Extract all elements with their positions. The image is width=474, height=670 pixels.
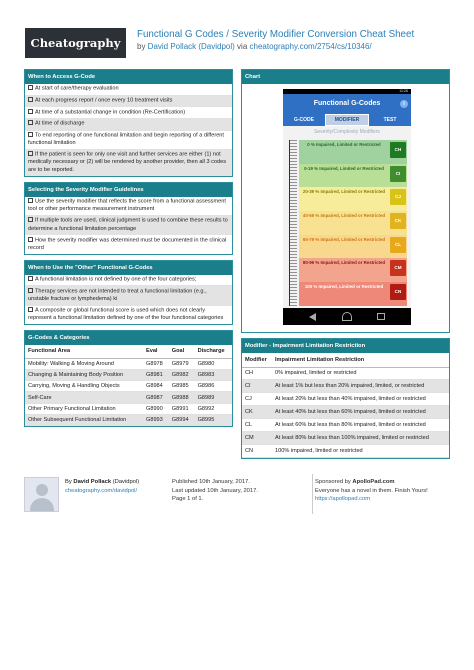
column-header: Functional Area xyxy=(25,345,143,358)
app-title: Functional G-Codes xyxy=(313,100,381,107)
checkbox-icon xyxy=(28,276,33,281)
checkbox-icon xyxy=(28,237,33,242)
list-item-text: At each progress report / once every 10 treatment visits xyxy=(35,97,173,104)
tab-modifier[interactable]: MODIFIER xyxy=(325,114,369,126)
table-cell: G8986 xyxy=(195,381,232,392)
chart-section xyxy=(241,69,450,333)
severity-band[interactable] xyxy=(299,282,407,306)
list-item-text: At time of a substantial change in condition (Re-Certification) xyxy=(35,109,186,116)
table-row xyxy=(25,392,232,403)
severity-bands xyxy=(299,140,407,306)
list-item-text: If multiple tools are used, clinical judgment is used to combine these results to determine a functional limitation percentage xyxy=(28,217,228,232)
list-item-text: At start of care/therapy evaluation xyxy=(35,85,119,92)
android-nav-bar xyxy=(283,308,411,325)
list-item xyxy=(25,216,232,235)
footer-sponsor xyxy=(315,478,452,504)
sponsor-name[interactable]: ApolloPad.com xyxy=(352,479,395,485)
table-cell: 0% impaired, limited or restricted xyxy=(272,367,449,380)
severity-band[interactable] xyxy=(299,258,407,282)
severity-band[interactable] xyxy=(299,187,407,211)
left-column xyxy=(24,69,233,432)
section-heading: Modifier - Impairment Limitation Restriction xyxy=(242,339,449,353)
table-row xyxy=(25,403,232,414)
table-cell: CH xyxy=(242,367,272,380)
column-header: Goal xyxy=(169,345,195,358)
list-item xyxy=(25,84,232,96)
status-bar-time: 11:26 xyxy=(283,89,411,94)
list-item xyxy=(25,96,232,108)
ruler-scale xyxy=(289,140,297,306)
severity-band-label: 60-79 % Impaired, Limited or Restricted xyxy=(302,236,386,242)
gcodes-categories-section xyxy=(24,330,233,427)
severity-band-label: 0 % Impaired, Limited or Restricted xyxy=(307,142,381,147)
section-heading: Selecting the Severity Modifier Guidelines xyxy=(25,183,232,197)
list-item-text: If the patient is seen for only one visit and further services are either (1) not medically necessary or (2) will be rendered by another provider, then all 3 codes are to be reported. xyxy=(28,151,227,174)
sponsor-tagline: Everyone has a novel in them. Finish Yours! xyxy=(315,487,428,494)
checkbox-icon xyxy=(28,132,33,137)
list-item xyxy=(25,286,232,305)
severity-band-label: 80-99 % Impaired, Limited or Restricted xyxy=(302,260,386,266)
avatar-body-shape xyxy=(30,498,54,512)
right-column xyxy=(241,69,450,464)
section-heading: G-Codes & Categories xyxy=(25,331,232,345)
table-cell: Other Subsequent Functional Limitation xyxy=(25,414,143,425)
section-heading: Chart xyxy=(242,70,449,84)
selecting-modifier-section xyxy=(24,182,233,255)
table-cell: CL xyxy=(242,419,272,432)
table-cell: G8993 xyxy=(143,414,169,425)
table-row xyxy=(25,414,232,425)
table-cell: G8985 xyxy=(169,381,195,392)
checkbox-icon xyxy=(28,151,33,156)
table-row xyxy=(242,380,449,393)
list-item xyxy=(25,235,232,253)
table-cell: G8984 xyxy=(143,381,169,392)
table-row xyxy=(242,419,449,432)
table-row xyxy=(25,381,232,392)
column-header: Impairment Limitation Restriction xyxy=(272,353,449,367)
severity-band-label: 0-19 % Impaired, Limited or Restricted xyxy=(304,165,384,171)
checkbox-icon xyxy=(28,97,33,102)
checkbox-icon xyxy=(28,109,33,114)
table-cell: CK xyxy=(242,406,272,419)
app-tabs xyxy=(283,114,411,126)
table-cell: G8982 xyxy=(169,369,195,380)
section-heading: When to Use the "Other" Functional G-Codes xyxy=(25,261,232,275)
footer-author-handle: (Davidpol) xyxy=(111,479,140,485)
when-to-access-section xyxy=(24,69,233,177)
modifier-section xyxy=(241,338,450,459)
list-item-text: How the severity modifier was determined must be documented in the clinical record xyxy=(28,237,227,251)
recent-apps-icon[interactable] xyxy=(377,313,385,320)
list-item xyxy=(25,119,232,131)
checkbox-icon xyxy=(28,307,33,312)
info-icon[interactable]: i xyxy=(400,100,408,108)
sponsor-url[interactable]: https://apollopad.com xyxy=(315,496,371,502)
list-item xyxy=(25,107,232,119)
checkbox-icon xyxy=(28,120,33,125)
other-gcodes-section xyxy=(24,260,233,325)
header xyxy=(0,0,474,66)
list-item xyxy=(25,131,232,150)
table-cell: Changing & Maintaining Body Position xyxy=(25,369,143,380)
severity-band[interactable] xyxy=(299,164,407,188)
table-cell: G8989 xyxy=(195,392,232,403)
table-cell: G8979 xyxy=(169,358,195,369)
table-cell: G8990 xyxy=(143,403,169,414)
phone-screenshot xyxy=(283,89,411,325)
severity-code-badge: CH xyxy=(390,142,406,158)
list-item-text: Use the severity modifier that reflects the score from a functional assessment tool or other performance measurement instrument xyxy=(28,198,226,213)
footer-author-name[interactable]: David Pollack xyxy=(73,479,112,485)
severity-code-badge: CJ xyxy=(390,189,406,205)
table-cell: G8981 xyxy=(143,369,169,380)
tab-test[interactable]: TEST xyxy=(383,117,397,123)
page-subtitle xyxy=(137,42,372,51)
cheatography-logo[interactable]: Cheatography xyxy=(25,28,126,58)
footer-dates xyxy=(172,478,312,504)
table-row xyxy=(242,393,449,406)
table-cell: Mobility: Walking & Moving Around xyxy=(25,358,143,369)
checkbox-icon xyxy=(28,198,33,203)
table-cell: CN xyxy=(242,444,272,457)
avatar-head-shape xyxy=(36,484,48,496)
table-cell: CJ xyxy=(242,393,272,406)
severity-code-badge: CI xyxy=(390,166,406,182)
table-cell: G8988 xyxy=(169,392,195,403)
severity-band-label: 100 % Impaired, Limited or Restricted xyxy=(304,284,384,290)
list-item xyxy=(25,150,232,176)
back-icon[interactable] xyxy=(309,313,316,321)
column-header: Modifier xyxy=(242,353,272,367)
table-cell: G8994 xyxy=(169,414,195,425)
severity-band-label: 20-39 % Impaired, Limited or Restricted xyxy=(302,189,386,195)
severity-code-badge: CL xyxy=(390,237,406,253)
list-item xyxy=(25,306,232,324)
severity-band-label: 40-59 % Impaired, Limited or Restricted xyxy=(302,213,386,219)
table-cell: Self-Care xyxy=(25,392,143,403)
table-row xyxy=(242,431,449,444)
sheet-url-link[interactable]: cheatography.com/2754/cs/10346/ xyxy=(249,42,372,51)
table-cell: G8983 xyxy=(195,369,232,380)
table-cell: 100% impaired, limited or restricted xyxy=(272,444,449,457)
severity-code-badge: CN xyxy=(390,284,406,300)
page-title: Functional G Codes / Severity Modifier Conversion Cheat Sheet xyxy=(137,29,415,40)
list-item-text: Therapy services are not intended to treat a functional limitation (e.g., unstable fracture or lymphedema) ki xyxy=(28,288,207,302)
table-cell: G8992 xyxy=(195,403,232,414)
footer xyxy=(24,474,452,532)
table-cell: G8991 xyxy=(169,403,195,414)
footer-author xyxy=(65,478,170,495)
severity-code-badge: CK xyxy=(390,213,406,229)
via-text: via xyxy=(234,42,250,51)
table-cell: G8987 xyxy=(143,392,169,403)
app-screen xyxy=(283,126,411,308)
table-cell: At least 20% but less than 40% impaired, limited or restricted xyxy=(272,393,449,406)
table-row xyxy=(25,369,232,380)
table-cell: CM xyxy=(242,431,272,444)
app-title-bar xyxy=(283,94,411,114)
table-cell: Carrying, Moving & Handling Objects xyxy=(25,381,143,392)
footer-divider xyxy=(312,474,313,514)
table-cell: At least 60% but less than 80% impaired, limited or restricted xyxy=(272,419,449,432)
footer-author-url[interactable]: cheatography.com/davidpol/ xyxy=(65,487,138,494)
column-header: Eval xyxy=(143,345,169,358)
table-cell: G8995 xyxy=(195,414,232,425)
table-cell: G8978 xyxy=(143,358,169,369)
table-cell: At least 40% but less than 60% impaired, limited or restricted xyxy=(272,406,449,419)
severity-band[interactable] xyxy=(299,211,407,235)
list-item-text: A composite or global functional score is used which does not clearly represent a functional limitation defined by one of the four functional categories xyxy=(28,307,224,322)
section-heading: When to Access G-Code xyxy=(25,70,232,84)
list-item-text: At time of discharge xyxy=(35,120,85,127)
list-item-text: A functional limitation is not defined by one of the four categories; xyxy=(35,276,197,283)
table-cell: At least 1% but less than 20% impaired, limited, or restricted xyxy=(272,380,449,393)
footer-published: Published 10th January, 2017. xyxy=(172,479,250,485)
modifier-table xyxy=(242,353,449,458)
list-item xyxy=(25,275,232,287)
list-item-text: To end reporting of one functional limitation and begin reporting of a different functional limitation xyxy=(28,132,224,147)
footer-by-label: By xyxy=(65,479,74,485)
chart-area xyxy=(242,84,449,332)
checkbox-icon xyxy=(28,217,33,222)
app-subtitle: Severity/Complexity Modifiers xyxy=(314,129,380,135)
home-icon[interactable] xyxy=(342,312,352,321)
severity-band[interactable] xyxy=(299,235,407,259)
table-cell: G8980 xyxy=(195,358,232,369)
footer-updated: Last updated 10th January, 2017. xyxy=(172,487,258,494)
table-cell: Other Primary Functional Limitation xyxy=(25,403,143,414)
table-cell: CI xyxy=(242,380,272,393)
table-row xyxy=(25,358,232,369)
list-item xyxy=(25,197,232,216)
gcodes-table xyxy=(25,345,232,426)
table-row xyxy=(242,406,449,419)
severity-band[interactable] xyxy=(299,140,407,164)
tab-gcode[interactable]: G-CODE xyxy=(294,117,314,123)
sponsor-prefix: Sponsored by xyxy=(315,479,353,485)
author-link[interactable]: David Pollack (Davidpol) xyxy=(147,42,235,51)
by-prefix: by xyxy=(137,42,148,51)
table-row xyxy=(242,444,449,457)
author-avatar[interactable] xyxy=(24,477,59,512)
checkbox-icon xyxy=(28,288,33,293)
checkbox-icon xyxy=(28,85,33,90)
table-cell: At least 80% but less than 100% impaired, limited or restricted xyxy=(272,431,449,444)
column-header: Discharge xyxy=(195,345,232,358)
table-row xyxy=(242,367,449,380)
footer-page: Page 1 of 1. xyxy=(172,496,204,502)
severity-code-badge: CM xyxy=(390,260,406,276)
